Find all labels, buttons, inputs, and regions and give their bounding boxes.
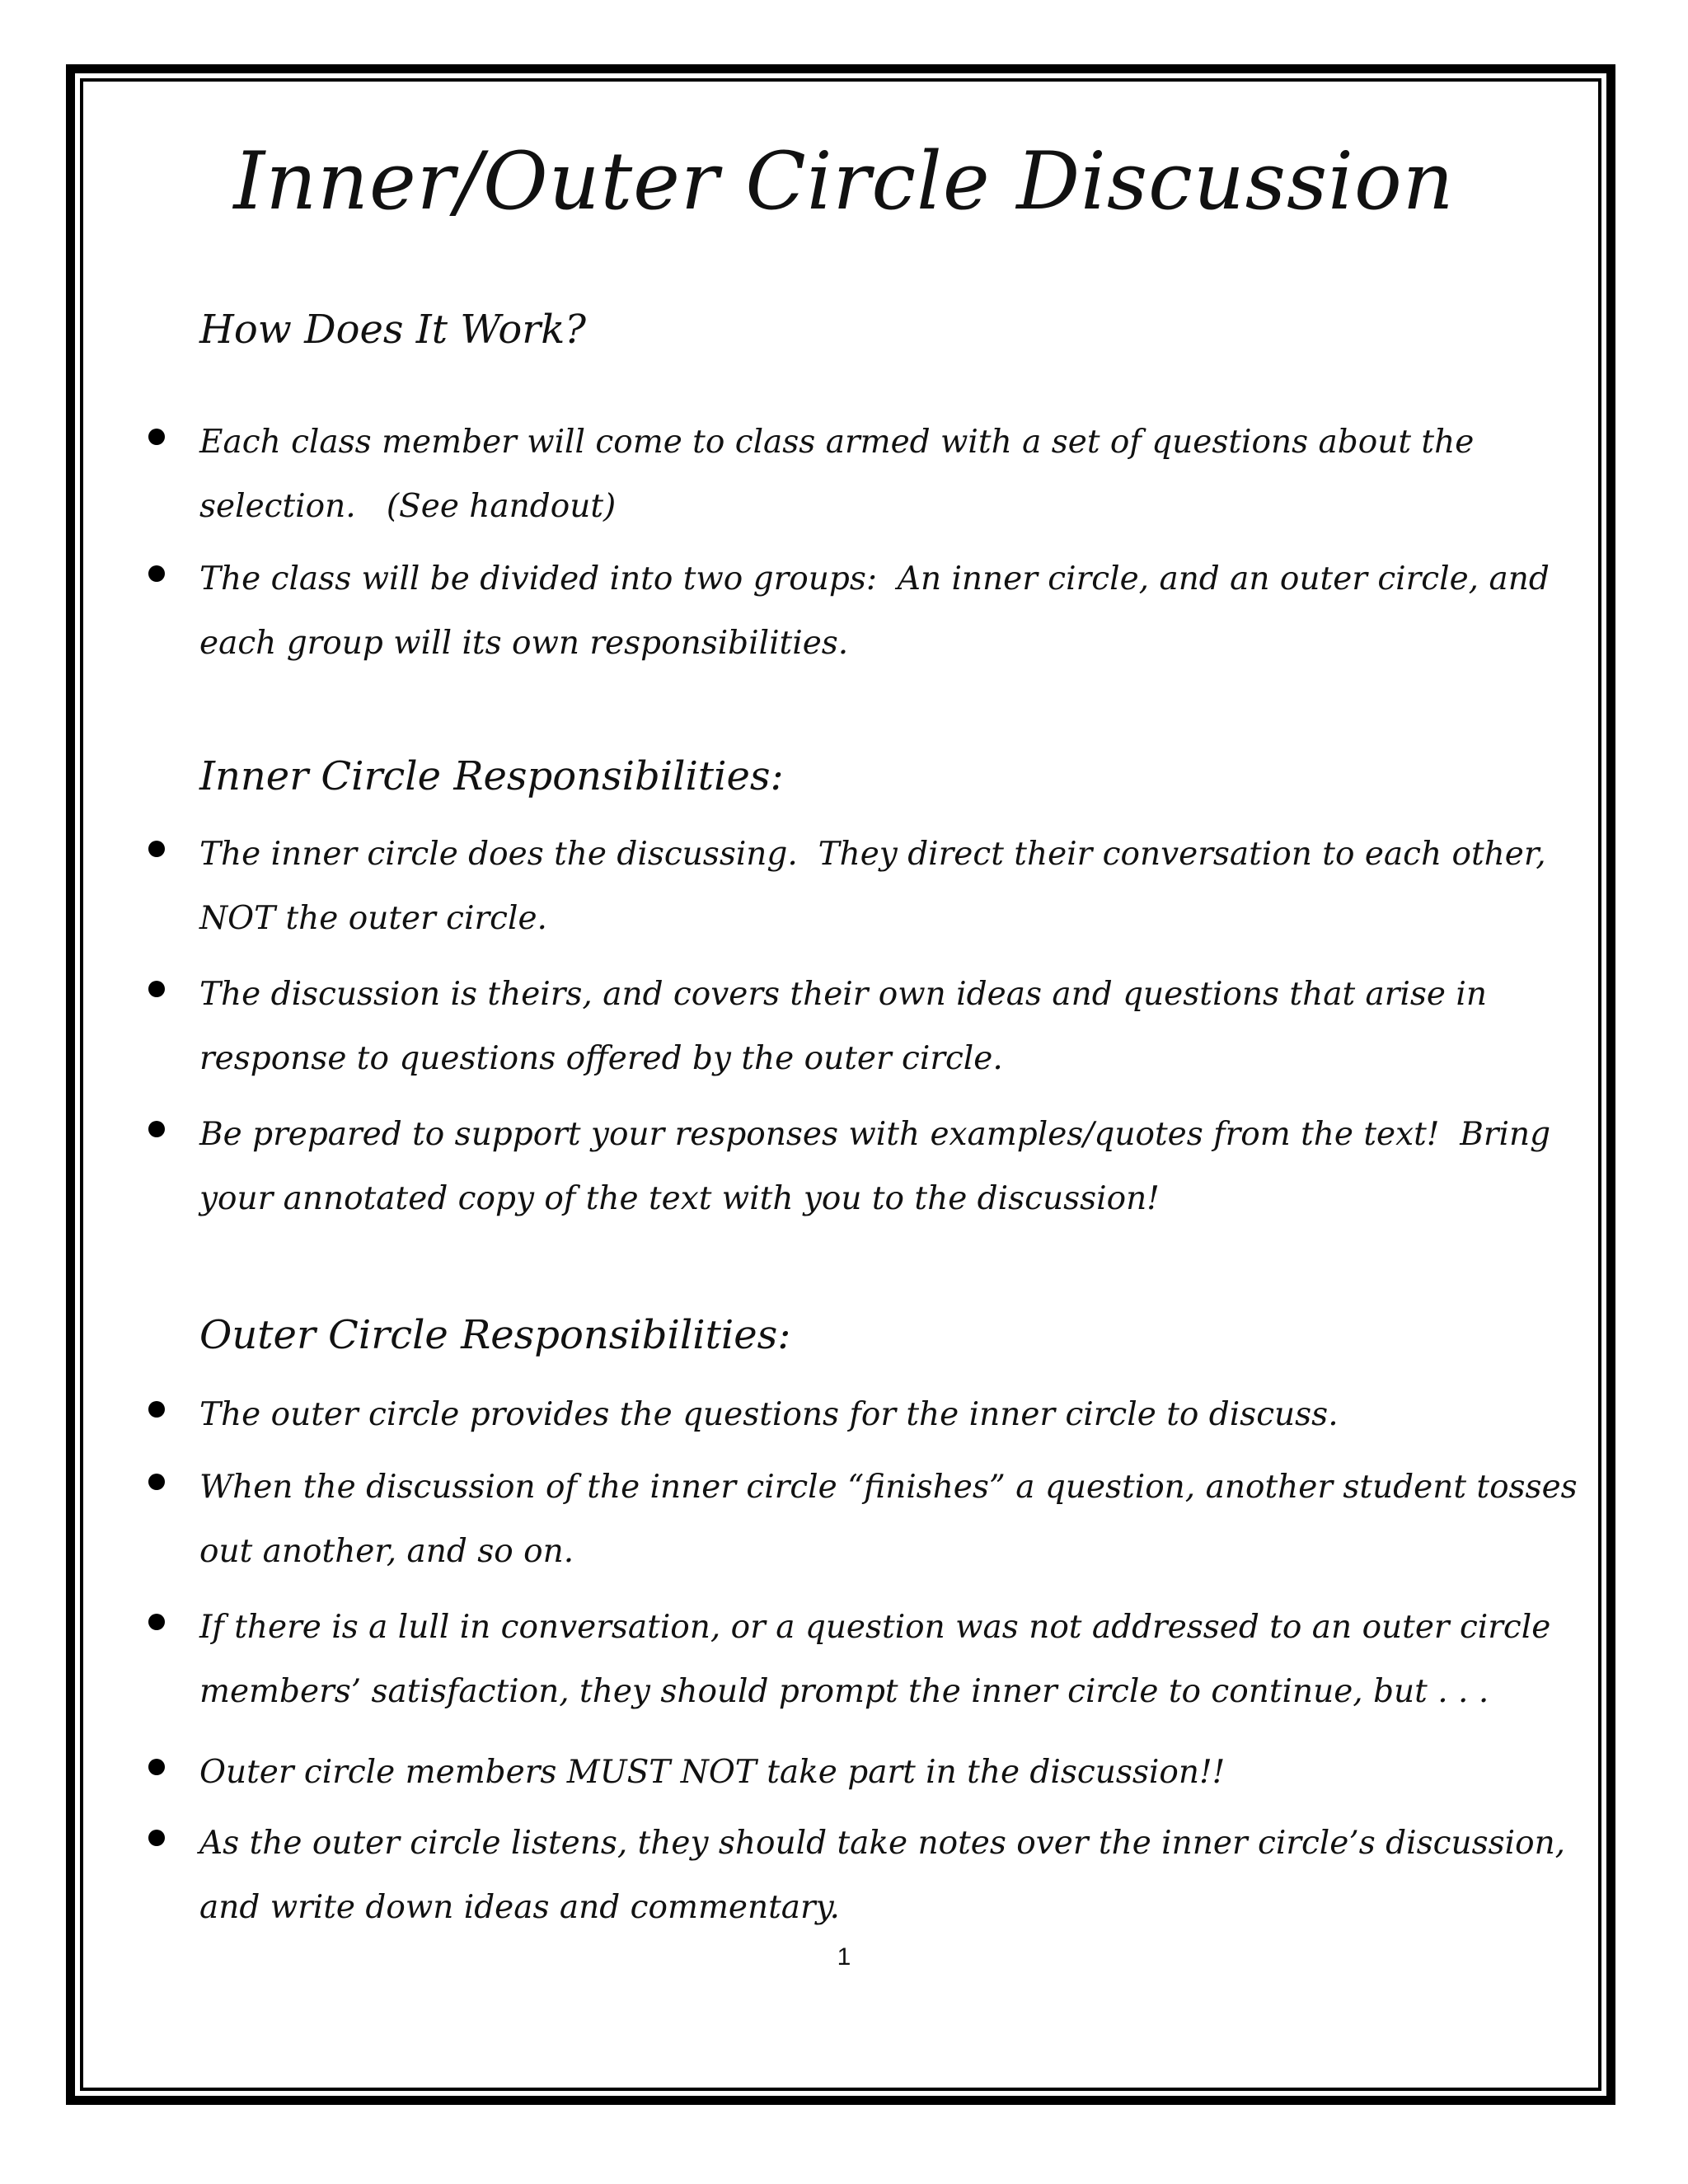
- bullet-icon: [148, 1401, 165, 1418]
- section-heading-inner-circle: Inner Circle Responsibilities:: [199, 753, 784, 799]
- bullet-icon: [148, 1614, 165, 1630]
- list-item-text: Each class member will come to class armed with a set of questions about the selection. (See handout): [199, 424, 1484, 525]
- bullet-icon: [148, 429, 165, 445]
- list-item-text: The inner circle does the discussing. They direct their conversation to each other, NOT the outer circle.: [199, 836, 1557, 937]
- bullet-icon: [148, 1121, 165, 1137]
- bullet-icon: [148, 1474, 165, 1490]
- bullet-icon: [148, 981, 165, 997]
- bullet-icon: [148, 1830, 165, 1846]
- document-title: Inner/Outer Circle Discussion: [233, 135, 1455, 227]
- bullet-icon: [148, 1759, 165, 1775]
- section-heading-how-it-works: How Does It Work?: [199, 307, 587, 353]
- list-item-text: Outer circle members MUST NOT take part in the discussion!!: [199, 1754, 1226, 1791]
- list-item-text: Be prepared to support your responses with examples/quotes from the text! Bring your annotated copy of the text with you to the discussion!: [199, 1116, 1561, 1217]
- bullet-icon: [148, 565, 165, 582]
- list-item-text: The outer circle provides the questions for the inner circle to discuss.: [199, 1396, 1339, 1433]
- list-item-text: If there is a lull in conversation, or a question was not addressed to an outer circle members’ satisfaction, they should prompt the inner circle to continue, but . . .: [199, 1609, 1561, 1710]
- bullet-icon: [148, 841, 165, 857]
- list-item-text: The discussion is theirs, and covers their own ideas and questions that arise in response to questions offered by the outer circle.: [199, 976, 1498, 1077]
- list-item-text: When the discussion of the inner circle “finishes” a question, another student tosses out another, and so on.: [199, 1469, 1588, 1570]
- page-number: 1: [837, 1943, 851, 1971]
- list-item-text: The class will be divided into two groups: An inner circle, and an outer circle, and each group will its own responsibilities.: [199, 560, 1560, 662]
- section-heading-outer-circle: Outer Circle Responsibilities:: [199, 1312, 791, 1358]
- list-item-text: As the outer circle listens, they should take notes over the inner circle’s discussion, and write down ideas and commentary.: [199, 1825, 1576, 1926]
